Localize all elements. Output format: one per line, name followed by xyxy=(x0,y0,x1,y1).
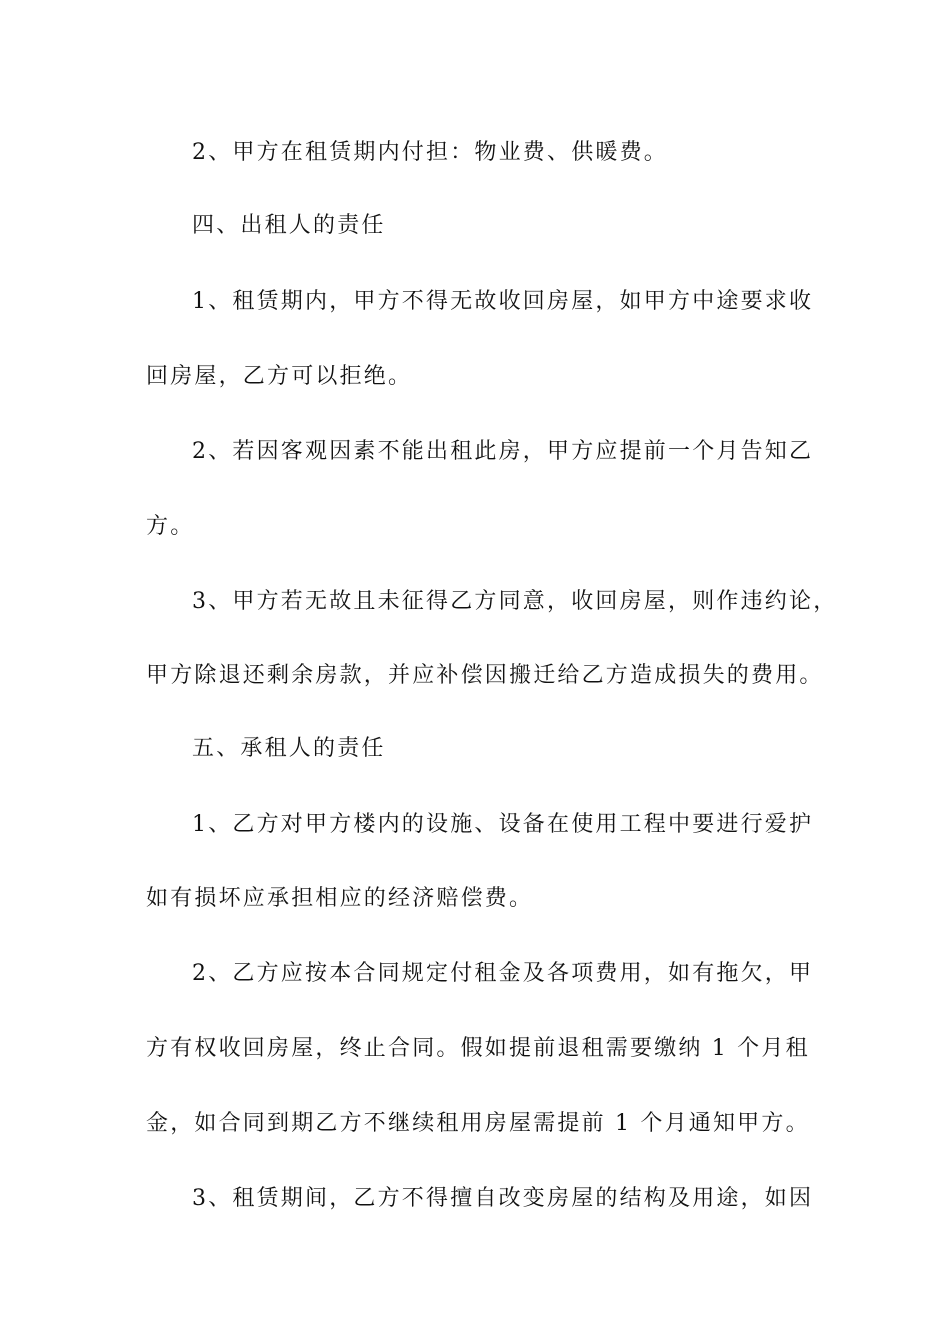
paragraph-line-10: 1、乙方对甲方楼内的设施、设备在使用工程中要进行爱护 xyxy=(192,812,814,837)
paragraph-line-5: 2、若因客观因素不能出租此房，甲方应提前一个月告知乙 xyxy=(192,439,814,464)
section-heading-5: 五、承租人的责任 xyxy=(192,736,386,761)
paragraph-line-11: 如有损坏应承担相应的经济赔偿费。 xyxy=(146,886,534,911)
paragraph-line-6: 方。 xyxy=(146,514,195,539)
paragraph-line-1: 2、甲方在租赁期内付担：物业费、供暖费。 xyxy=(192,140,668,165)
section-heading-4: 四、出租人的责任 xyxy=(192,213,386,238)
paragraph-line-4: 回房屋，乙方可以拒绝。 xyxy=(146,364,413,389)
paragraph-line-15: 3、租赁期间，乙方不得擅自改变房屋的结构及用途，如因 xyxy=(192,1186,814,1211)
paragraph-line-13: 方有权收回房屋，终止合同。假如提前退租需要缴纳 1 个月租 xyxy=(146,1036,810,1061)
paragraph-line-3: 1、租赁期内，甲方不得无故收回房屋，如甲方中途要求收 xyxy=(192,289,814,314)
paragraph-line-14: 金，如合同到期乙方不继续租用房屋需提前 1 个月通知甲方。 xyxy=(146,1111,810,1136)
paragraph-line-8: 甲方除退还剩余房款，并应补偿因搬迁给乙方造成损失的费用。 xyxy=(146,663,824,688)
paragraph-line-7: 3、甲方若无故且未征得乙方同意，收回房屋，则作违约论， xyxy=(192,589,838,614)
paragraph-line-12: 2、乙方应按本合同规定付租金及各项费用，如有拖欠，甲 xyxy=(192,961,814,986)
